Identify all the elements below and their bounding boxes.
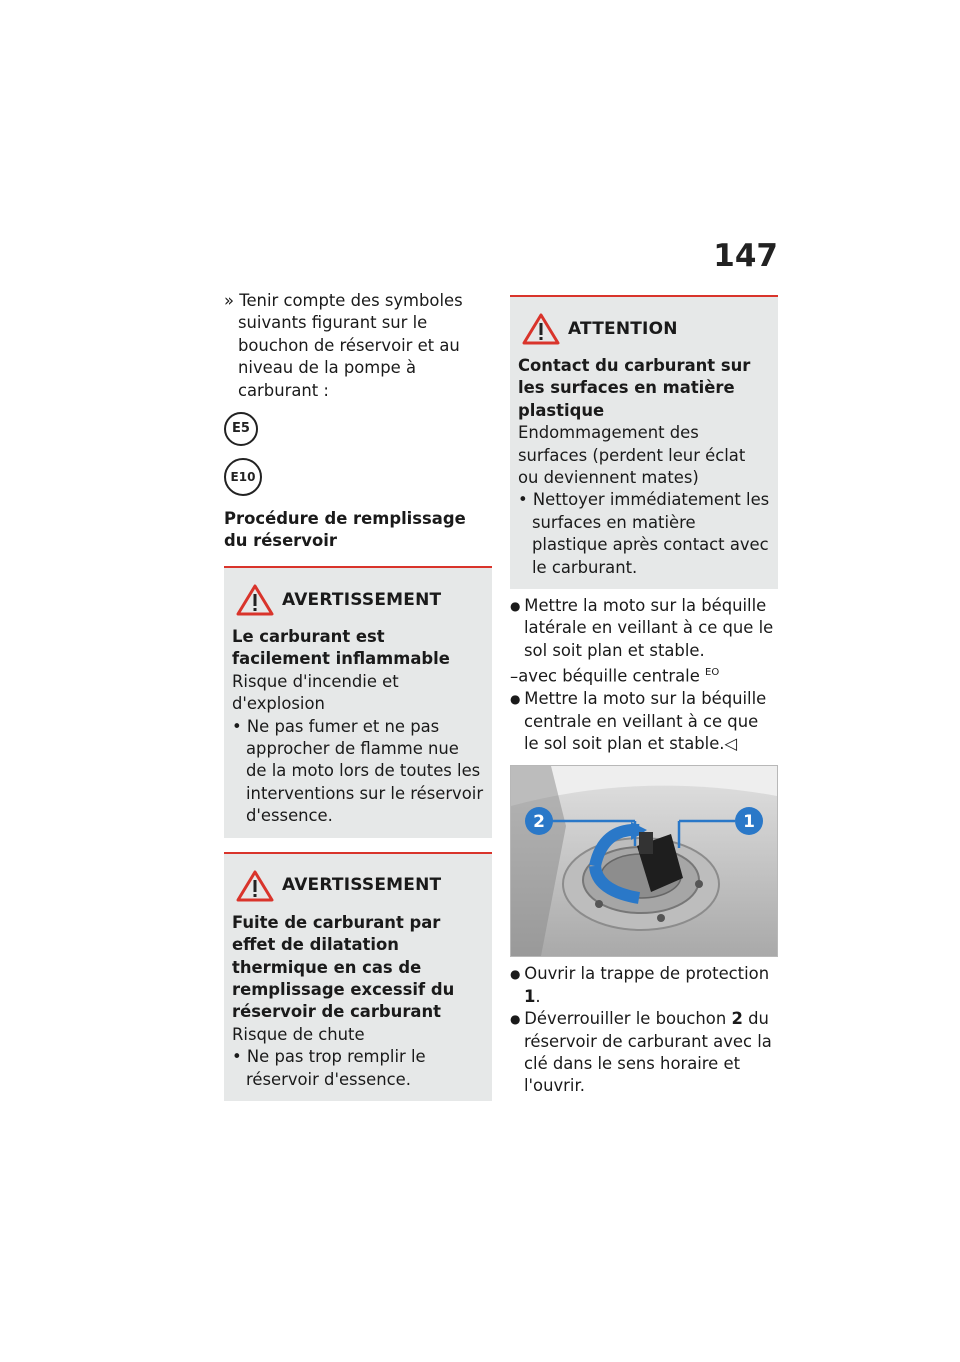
right-column (510, 295, 778, 1098)
figure-label-1 (735, 807, 763, 835)
svg-text:2: 2 (533, 812, 545, 833)
attention-heading: Contact du carburant sur les surfaces en matière plastique (518, 356, 751, 420)
step-side-stand: ● Mettre la moto sur la béquille latérale en veillant à ce que le sol soit plan et stable. (510, 595, 778, 662)
svg-text:1: 1 (743, 812, 755, 833)
step-center-stand: ● Mettre la moto sur la béquille centrale en veillant à ce que le sol soit plan et stable.◁ (510, 688, 778, 755)
section-heading: Procédure de remplissage du réservoir (224, 509, 466, 551)
e10-fuel-icon: E10 (224, 458, 262, 496)
warning-title: AVERTISSEMENT (282, 875, 442, 896)
left-column (224, 290, 492, 1101)
fuel-cap-illustration (511, 766, 777, 956)
optional-equipment-marker: EO (705, 667, 720, 679)
end-marker: ◁ (724, 733, 738, 753)
warning-risk: Risque de chute (232, 1024, 365, 1044)
attention-box (510, 295, 778, 589)
warning-box-overfill (224, 852, 492, 1101)
intro-text: » Tenir compte des symboles suivants figurant sur le bouchon de réservoir et au niveau de la pompe à carburant : (224, 290, 492, 402)
attention-risk: Endommagement des surfaces (perdent leur éclat ou deviennent mates) (518, 423, 746, 488)
condition-center-stand: – avec béquille centrale $^{EO}$ (510, 662, 778, 688)
fuel-cap-figure (510, 765, 778, 957)
step-open-flap: ● Ouvrir la trappe de protection 1. (510, 963, 778, 1008)
warning-triangle-icon (522, 312, 560, 346)
warning-action: • Ne pas trop remplir le réservoir d'essence. (232, 1046, 484, 1091)
attention-title: ATTENTION (568, 318, 678, 339)
figure-label-2 (525, 807, 553, 835)
warning-heading: Le carburant est facilement inflammable (232, 627, 450, 669)
e5-fuel-icon: E5 (224, 412, 258, 446)
warning-risk: Risque d'incendie et d'explosion (232, 671, 399, 714)
page-number: 147 (713, 238, 778, 274)
warning-triangle-icon (236, 869, 274, 903)
step-unlock-cap: ● Déverrouiller le bouchon 2 du réservoir de carburant avec la clé dans le sens horaire et l'ouvrir. (510, 1008, 778, 1098)
warning-title: AVERTISSEMENT (282, 589, 442, 610)
warning-triangle-icon (236, 583, 274, 617)
warning-action: • Ne pas fumer et ne pas approcher de flamme nue de la moto lors de toutes les interventions sur le réservoir d'essence. (232, 716, 484, 828)
attention-action: • Nettoyer immédiatement les surfaces en matière plastique après contact avec le carburant. (518, 489, 770, 579)
warning-box-flammable (224, 566, 492, 838)
warning-heading: Fuite de carburant par effet de dilatation thermique en cas de remplissage excessif du réservoir de carburant (232, 912, 455, 1022)
